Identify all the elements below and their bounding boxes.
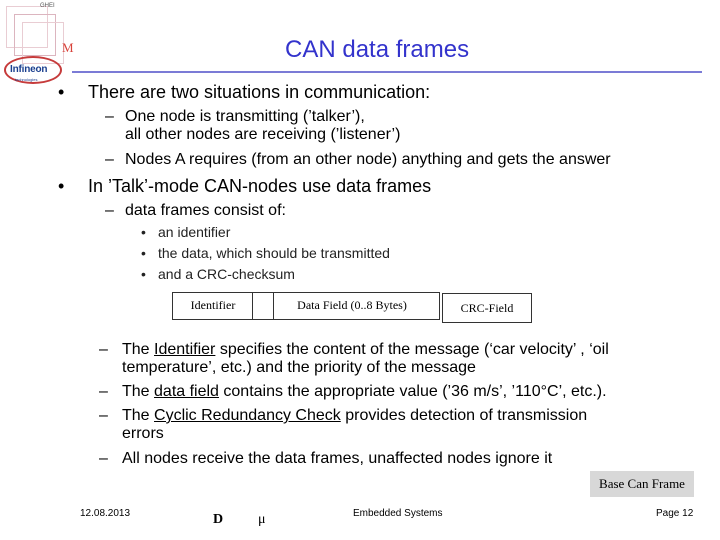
list-item: an identifier [158,224,231,240]
list-item: the data, which should be transmitted [158,245,390,261]
logo-small-text: GHEI [40,3,55,9]
logo-tagline: technologies [15,77,38,82]
sub-bullet-marker: – [105,108,114,125]
sub-bullet-marker: – [105,151,114,168]
all-nodes-explanation: All nodes receive the data frames, unaffected nodes ignore it [122,450,553,467]
frame-identifier-field: Identifier [190,298,236,312]
term-identifier: Identifier [154,341,216,358]
data-field-explanation [122,383,607,401]
list-item: and a CRC-checksum [158,266,295,282]
footer-date: 12.08.2013 [80,508,131,519]
bullet-2-sub-1-text: data frames consist of: [125,202,286,219]
sub-bullet-marker: – [99,383,108,400]
frame-data-field: Data Field (0..8 Bytes) [297,298,407,312]
bullet-marker: • [58,82,65,102]
frame-crc-field: CRC-Field [442,293,532,323]
text-segment: The [122,407,155,424]
title-underline [72,71,702,73]
footer-mu-symbol: μ [258,512,266,527]
bullet-1-sub-2-text: Nodes A requires (from an other node) anything and gets the answer [125,151,611,168]
footer-course-name: Embedded Systems [353,508,443,519]
item-marker: • [141,266,146,282]
text-segment: The [122,383,155,400]
bullet-1-sub-1-line-1: One node is transmitting (’talker’), [125,108,365,125]
infineon-logo [0,0,78,92]
bullet-1-text: There are two situations in communication: [88,82,431,102]
bullet-marker: • [58,176,65,196]
slide-title: CAN data frames [285,36,470,63]
logo-brand-text: Infineon [10,64,48,75]
base-can-frame-caption: Base Can Frame [590,471,694,497]
term-crc: Cyclic Redundancy Check [154,407,341,424]
sub-bullet-marker: – [99,407,108,424]
bullet-1-sub-1-line-2: all other nodes are receiving (’listener’) [125,126,401,143]
footer-letter-d: D [213,512,224,527]
item-marker: • [141,224,146,240]
term-data-field: data field [154,383,219,400]
item-marker: • [141,245,146,261]
sub-bullet-marker: – [105,202,114,219]
frame-gap [252,293,274,319]
logo-m-letter: M [62,40,74,55]
identifier-explanation-line-1 [122,341,609,359]
bullet-2-text: In ’Talk’-mode CAN-nodes use data frames [88,176,432,196]
text-segment: provides detection of transmission [340,407,588,424]
identifier-explanation-line-2: temperature’, etc.) and the priority of the message [122,359,476,376]
crc-explanation-line-2: errors [122,425,164,442]
text-segment: The [122,341,155,358]
crc-explanation-line-1 [122,407,587,425]
footer-page-number: Page 12 [656,508,694,519]
sub-bullet-marker: – [99,450,108,467]
text-segment: contains the appropriate value (’36 m/s’, ’110°C’, etc.). [218,383,607,400]
text-segment: specifies the content of the message (‘car velocity’ , ‘oil [215,341,609,358]
sub-bullet-marker: – [99,341,108,358]
